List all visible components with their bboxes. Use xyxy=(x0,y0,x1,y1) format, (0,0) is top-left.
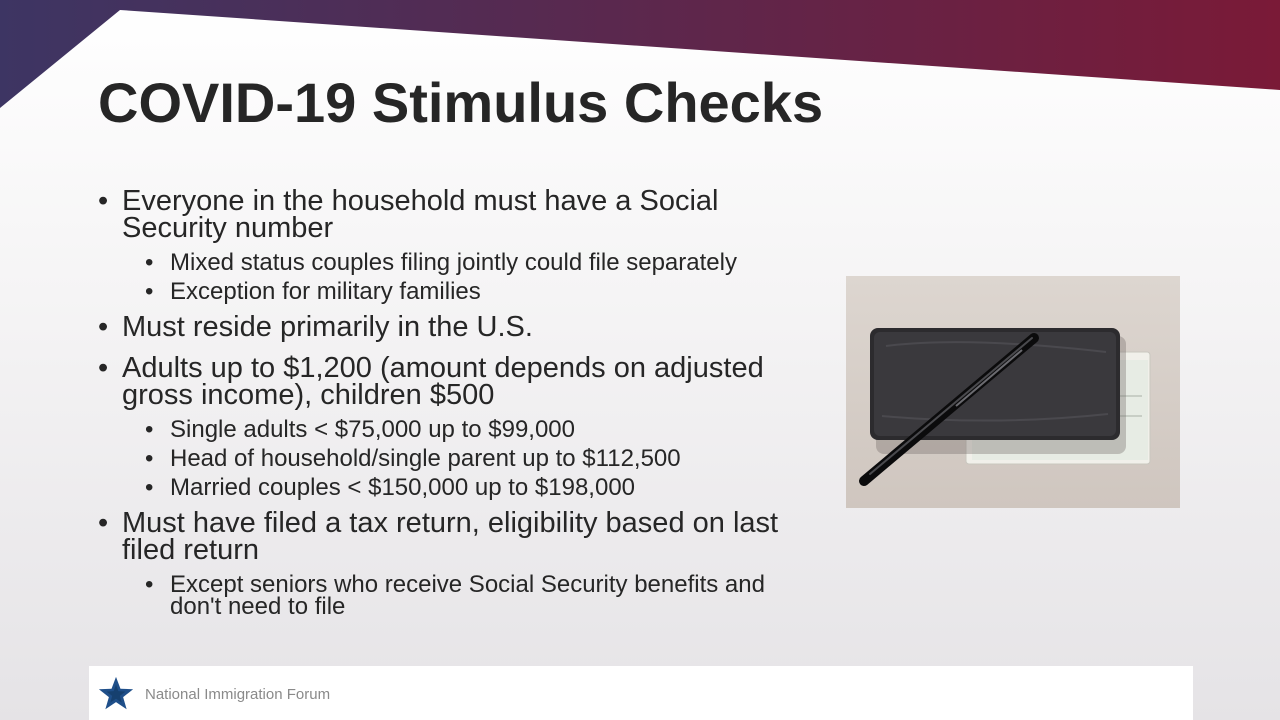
sub-bullet-item xyxy=(98,416,818,443)
bullet-marker: • xyxy=(98,185,109,217)
bullet-list xyxy=(98,185,818,625)
sub-bullet-item xyxy=(98,445,818,472)
sub-bullet-text: Head of household/single parent up to $112,500 xyxy=(170,445,681,472)
bullet-marker: • xyxy=(145,416,154,443)
slide-title: COVID-19 Stimulus Checks xyxy=(98,71,824,134)
bullet-text: Everyone in the household must have a Social Security number xyxy=(122,185,719,244)
bullet-marker: • xyxy=(145,571,154,598)
bullet-item xyxy=(98,185,818,244)
bullet-text: Must reside primarily in the U.S. xyxy=(122,311,533,343)
sub-bullet-item xyxy=(98,571,818,620)
sub-bullet-text: Single adults < $75,000 up to $99,000 xyxy=(170,416,575,443)
bullet-item xyxy=(98,352,818,411)
bullet-marker: • xyxy=(145,249,154,276)
sub-bullet-text: Mixed status couples filing jointly could file separately xyxy=(170,249,737,276)
bullet-text: Must have filed a tax return, eligibility based on last filed return xyxy=(122,507,779,566)
bullet-text: Adults up to $1,200 (amount depends on adjusted gross income), children $500 xyxy=(122,352,764,411)
sub-bullet-item xyxy=(98,474,818,501)
sub-bullet-item xyxy=(98,249,818,276)
checkbook-pen-photo xyxy=(846,276,1180,508)
sub-bullet-text: Exception for military families xyxy=(170,278,481,305)
footer-bar xyxy=(89,666,1193,720)
org-name: National Immigration Forum xyxy=(145,686,331,703)
bullet-marker: • xyxy=(145,445,154,472)
sub-bullet-item xyxy=(98,278,818,305)
sub-bullet-text: Married couples < $150,000 up to $198,000 xyxy=(170,474,636,501)
bullet-marker: • xyxy=(145,278,154,305)
bullet-marker: • xyxy=(98,311,109,343)
bullet-marker: • xyxy=(145,474,154,501)
star-icon xyxy=(97,675,135,713)
bullet-marker: • xyxy=(98,507,109,539)
bullet-marker: • xyxy=(98,352,109,384)
bullet-item xyxy=(98,311,818,343)
bullet-item xyxy=(98,507,818,566)
sub-bullet-text: Except seniors who receive Social Security benefits and don't need to file xyxy=(170,571,765,620)
